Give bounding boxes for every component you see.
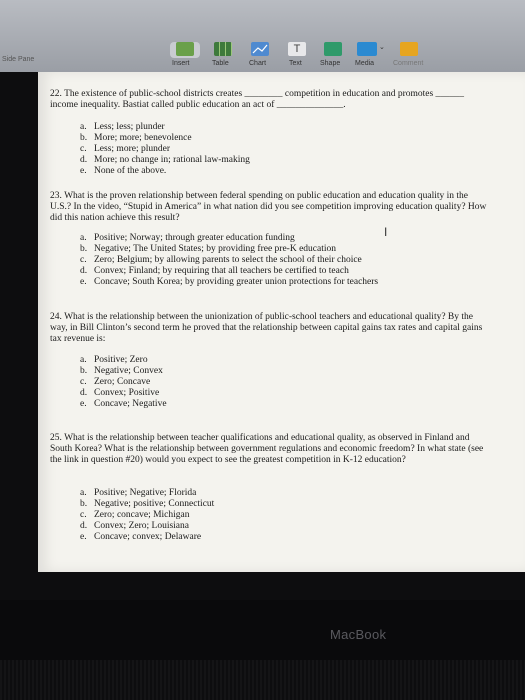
question-number: 22. [50,89,62,99]
question-22 [50,89,490,111]
chart-button[interactable] [245,42,275,68]
option-c: c. Zero; concave; Michigan [80,510,190,520]
question-22-options [80,122,250,177]
question-23 [50,191,490,224]
question-stem: What is the proven relationship between federal spending on public education and education quality in the U.S.? In the video, “Stupid in America” in what nation did you see competition improving education quality? How did this nation achieve this result? [50,191,487,223]
option-c: c. Zero; Concave [80,377,151,387]
question-24-options [80,355,167,410]
shape-button[interactable] [318,42,348,68]
question-24 [50,312,490,345]
option-c: c. Less; more; plunder [80,144,170,154]
media-button[interactable] [353,42,387,68]
option-d: d. Convex; Zero; Louisiana [80,521,189,531]
option-b: b. More; more; benevolence [80,133,192,143]
question-25-text [50,433,490,466]
question-number: 23. [50,191,62,201]
question-23-options [80,233,378,288]
insert-button[interactable] [168,42,204,68]
speaker-grille [0,660,525,700]
table-label: Table [212,60,229,67]
device-brand-label: MacBook [330,627,387,642]
question-stem: The existence of public-school districts creates ________ competition in education and promotes ______ income inequality. Bastiat called public education an act of ______________. [50,89,465,110]
question-22-text [50,89,490,111]
option-c: c. Zero; Belgium; by allowing parents to select the school of their choice [80,255,362,265]
option-a: a. Positive; Zero [80,355,148,365]
option-a: a. Less; less; plunder [80,122,165,132]
question-24-text [50,312,490,345]
text-cursor-icon: I [384,225,388,239]
chart-icon [251,42,269,56]
option-e: e. Concave; Negative [80,399,167,409]
shape-icon [324,42,342,56]
insert-icon [176,42,194,56]
media-label: Media [355,60,375,67]
comment-icon [400,42,418,56]
option-b: b. Negative; The United States; by providing free pre-K education [80,244,336,254]
option-a: a. Positive; Negative; Florida [80,488,197,498]
table-button[interactable] [208,42,238,68]
option-e: e. None of the above. [80,166,167,176]
document-toolbar [0,0,525,72]
comment-label: Comment [393,60,424,67]
text-label: Text [289,60,302,67]
question-stem: What is the relationship between teacher qualifications and educational quality, as observed in Finland and South Korea? What is the relationship between government regulations and economic freedom? In what state (see the link in question #20) would you expect to see the greatest competition in K-12 education? [50,433,484,465]
option-e: e. Concave; convex; Delaware [80,532,202,542]
question-23-text [50,191,490,224]
side-pane-label[interactable]: Side Pane [2,56,35,63]
table-icon [214,42,232,56]
option-a: a. Positive; Norway; through greater education funding [80,233,295,243]
question-25-options [80,488,214,543]
option-b: b. Negative; positive; Connecticut [80,499,215,509]
text-button[interactable] [282,42,312,68]
media-icon [357,42,377,56]
option-d: d. More; no change in; rational law-making [80,155,250,165]
chevron-down-icon: ⌄ [379,44,385,51]
question-number: 24. [50,312,62,322]
question-number: 25. [50,433,62,443]
question-25 [50,433,490,466]
option-e: e. Concave; South Korea; by providing greater union protections for teachers [80,277,379,287]
text-icon: T [288,42,306,56]
chart-label: Chart [249,60,267,67]
shape-label: Shape [320,60,341,67]
option-d: d. Convex; Finland; by requiring that all teachers be certified to teach [80,266,349,276]
option-b: b. Negative; Convex [80,366,163,376]
option-d: d. Convex; Positive [80,388,160,398]
comment-button[interactable] [392,42,432,68]
question-stem: What is the relationship between the unionization of public-school teachers and educational quality? By the way, in Bill Clinton’s second term he proved that the relationship between capital gains tax rates and capital gains tax revenue is: [50,312,483,344]
insert-label: Insert [172,60,190,67]
